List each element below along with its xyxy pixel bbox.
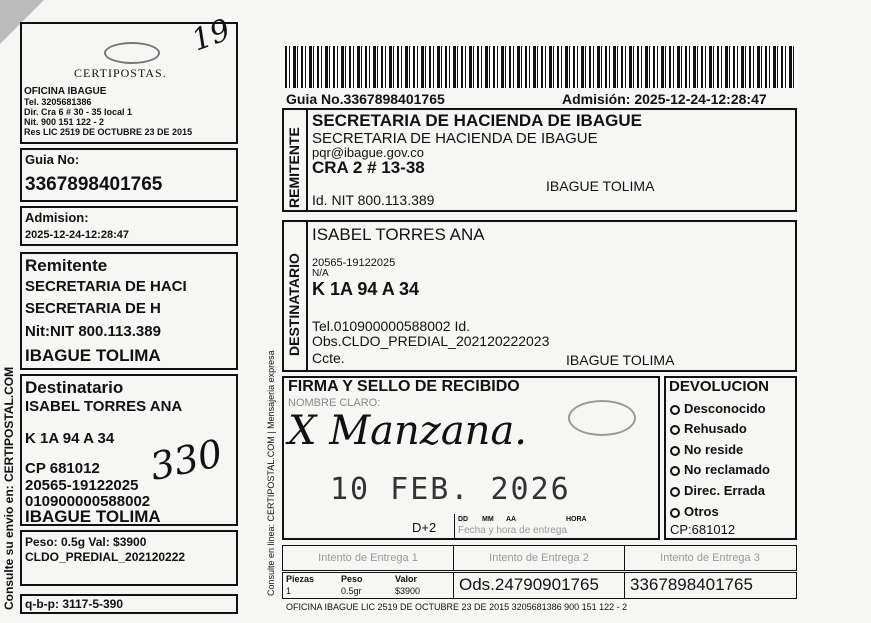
left-qbp-box <box>20 594 238 614</box>
fecha-label: Fecha y hora de entrega <box>458 525 567 536</box>
radio-icon <box>670 446 680 456</box>
bottom-divider-1 <box>453 573 454 598</box>
firma-title: FIRMA Y SELLO DE RECIBIDO <box>288 378 520 395</box>
company-name: CERTIPOSTAS. <box>74 66 167 80</box>
date-col-hora: HORA <box>566 516 587 523</box>
devolucion-option-desconocido[interactable] <box>670 401 766 416</box>
bottom-guia-number: 3367898401765 <box>630 575 753 594</box>
radio-icon <box>670 508 680 518</box>
devolucion-option-label: Desconocido <box>684 401 766 416</box>
left-admision-box <box>20 206 238 246</box>
left-destinatario-address: K 1A 94 A 34 <box>25 430 115 447</box>
left-destinatario-city: IBAGUE TOLIMA <box>25 507 161 526</box>
destinatario-address: K 1A 94 A 34 <box>312 279 420 299</box>
intentos-box <box>282 545 797 571</box>
intento-2: Intento de Entrega 2 <box>489 552 589 564</box>
ods-number: Ods.24790901765 <box>459 575 599 594</box>
destinatario-ccte: Ccte. <box>312 350 345 366</box>
destinatario-tab-divider <box>306 222 308 370</box>
valor-label: Valor <box>395 574 418 584</box>
left-remitente-box <box>20 252 238 370</box>
left-vertical-consulte: Consulte su envio en: CERTIPOSTAL.COM <box>2 366 16 610</box>
barcode <box>285 46 797 88</box>
radio-icon <box>670 487 680 497</box>
handwritten-recipient-name: X Manzana. <box>288 408 528 454</box>
footer-office: OFICINA IBAGUE LIC 2519 DE OCTUBRE 23 DE 2015 3205681386 900 151 122 - 2 <box>286 602 628 612</box>
devolucion-option-no-reclamado[interactable] <box>670 462 770 477</box>
left-handwritten-number: 330 <box>146 430 227 490</box>
firma-box <box>282 376 660 540</box>
firma-stamp-logo-icon <box>568 400 636 436</box>
date-col-aa: AA <box>506 516 517 523</box>
radio-icon <box>670 425 680 435</box>
remitente-address: CRA 2 # 13-38 <box>312 158 425 177</box>
remitente-tab: REMITENTE <box>286 127 302 208</box>
left-remitente-city: IBAGUE TOLIMA <box>25 346 161 365</box>
remitente-city: IBAGUE TOLIMA <box>546 178 655 194</box>
office-dir: Dir. Cra 6 # 30 - 35 local 1 <box>24 107 133 117</box>
devolucion-title: DEVOLUCION <box>669 378 770 395</box>
middle-vertical-consulte: Consulte en linea: CERTIPOSTAL.COM | Mensajeria expresa <box>266 350 276 596</box>
left-destinatario-cp: CP 681012 <box>25 460 100 477</box>
devolucion-option-label: No reside <box>684 442 744 457</box>
d2-label: D+2 <box>412 520 437 535</box>
devolucion-cp: CP:681012 <box>670 522 736 537</box>
destinatario-box <box>282 220 797 372</box>
devolucion-option-label: Otros <box>684 504 719 519</box>
remitente-title: SECRETARIA DE HACIENDA DE IBAGUE <box>312 111 642 130</box>
nombre-claro-label: NOMBRE CLARO: <box>288 397 381 409</box>
left-destinatario-box <box>20 374 238 526</box>
left-peso: Peso: 0.5g Val: $3900 <box>25 535 147 549</box>
bottom-divider-2 <box>624 573 625 598</box>
left-remitente-nit: Nit:NIT 800.113.389 <box>25 323 161 340</box>
devolucion-option-label: Rehusado <box>684 421 747 436</box>
left-remitente-line1: SECRETARIA DE HACI <box>25 278 187 295</box>
remitente-email: pqr@ibague.gov.co <box>312 145 424 160</box>
remitente-subtitle: SECRETARIA DE HACIENDA DE IBAGUE <box>312 130 598 147</box>
left-remitente-line2: SECRETARIA DE H <box>25 300 161 317</box>
destinatario-tel: Tel.010900000588002 Id. <box>312 318 471 334</box>
devolucion-option-label: Direc. Errada <box>684 483 765 498</box>
intento-1: Intento de Entrega 1 <box>318 552 418 564</box>
devolucion-option-otros[interactable] <box>670 504 719 519</box>
destinatario-ref: 20565-19122025 <box>312 257 396 269</box>
devolucion-option-rehusado[interactable] <box>670 421 747 436</box>
peso-value: 0.5gr <box>341 586 362 596</box>
devolucion-option-direc-errada[interactable] <box>670 483 765 498</box>
left-qbp: q-b-p: 3117-5-390 <box>25 597 124 611</box>
peso-label: Peso <box>341 574 363 584</box>
left-guia-box <box>20 148 238 202</box>
destinatario-tab: DESTINATARIO <box>286 253 302 356</box>
left-remitente-label: Remitente <box>25 256 108 275</box>
left-destinatario-tel: 010900000588002 <box>25 493 151 510</box>
certipostal-logo-icon <box>104 42 160 64</box>
devolucion-box <box>664 376 797 540</box>
intento-3: Intento de Entrega 3 <box>660 552 760 564</box>
piezas-label: Piezas <box>286 574 315 584</box>
left-destinatario-ref: 20565-19122025 <box>25 477 139 494</box>
left-cldo: CLDO_PREDIAL_202120222 <box>25 550 186 564</box>
office-nit: Nit. 900 151 122 - 2 <box>24 117 105 127</box>
corner-handwritten-mark: 19 <box>187 12 236 59</box>
received-date-stamp: 10 FEB. 2026 <box>330 472 571 507</box>
remitente-box <box>282 108 797 212</box>
office-name: OFICINA IBAGUE <box>24 86 107 97</box>
date-divider <box>454 514 455 538</box>
bottom-row-box <box>282 572 797 599</box>
date-col-dd: DD <box>458 516 469 523</box>
left-guia-label: Guia No: <box>25 152 80 167</box>
remitente-nit: Id. NIT 800.113.389 <box>312 192 435 208</box>
destinatario-name: ISABEL TORRES ANA <box>312 225 485 244</box>
destinatario-obs: Obs.CLDO_PREDIAL_202120222023 <box>312 333 550 349</box>
admision-header: Admisión: 2025-12-24-12:28:47 <box>562 91 767 107</box>
devolucion-option-label: No reclamado <box>684 462 770 477</box>
destinatario-city: IBAGUE TOLIMA <box>566 352 675 368</box>
office-res: Res LIC 2519 DE OCTUBRE 23 DE 2015 <box>24 127 193 137</box>
left-destinatario-label: Destinatario <box>25 378 124 397</box>
devolucion-option-no-reside[interactable] <box>670 442 743 457</box>
guia-header: Guia No.3367898401765 <box>286 91 445 107</box>
radio-icon <box>670 466 680 476</box>
remitente-tab-divider <box>306 110 308 210</box>
date-col-mm: MM <box>482 516 494 523</box>
left-destinatario-name: ISABEL TORRES ANA <box>25 398 183 415</box>
left-admision-value: 2025-12-24-12:28:47 <box>25 229 129 241</box>
left-peso-box <box>20 530 238 586</box>
left-guia-number: 3367898401765 <box>25 174 163 195</box>
valor-value: $3900 <box>395 586 421 596</box>
piezas-value: 1 <box>286 586 292 596</box>
destinatario-na: N/A <box>312 268 329 279</box>
office-tel: Tel. 3205681386 <box>24 97 92 107</box>
left-admision-label: Admision: <box>25 210 89 225</box>
radio-icon <box>670 405 680 415</box>
